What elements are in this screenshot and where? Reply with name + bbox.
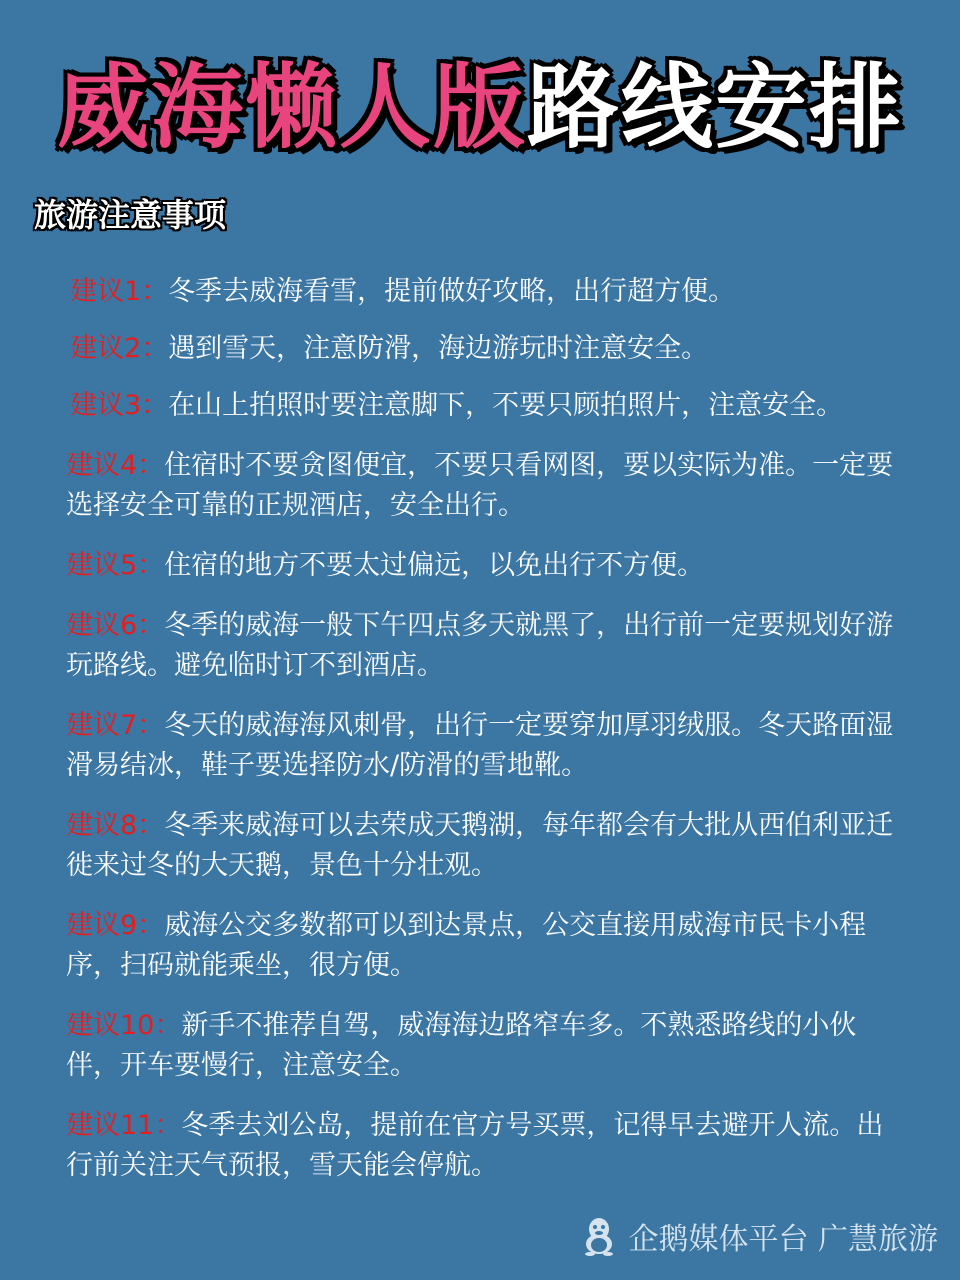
tip-item-4: [66, 446, 896, 526]
tip-text: 威海公交多数都可以到达景点，公交直接用威海市民卡小程序，扫码就能乘坐，很方便。: [66, 910, 867, 981]
tip-label: 建议1：: [70, 276, 169, 307]
tip-text: 冬季来威海可以去荣成天鹅湖，每年都会有大批从西伯利亚迁徙来过冬的大天鹅，景色十分壮观。: [66, 810, 894, 881]
tip-text: 冬季的威海一般下午四点多天就黑了，出行前一定要规划好游玩路线。避免临时订不到酒店。: [66, 610, 894, 681]
tip-item-6: [66, 606, 896, 686]
tip-label: 建议8：: [66, 810, 165, 841]
tip-label: 建议7：: [66, 710, 165, 741]
tip-item-3: [70, 386, 900, 426]
title-pink-part: 威海懒人版: [56, 54, 527, 161]
tip-label: 建议3：: [70, 390, 169, 421]
tip-label: 建议2：: [70, 333, 169, 364]
tip-item-5: [66, 546, 896, 586]
tip-item-7: [66, 706, 896, 786]
tip-label: 建议9：: [66, 910, 165, 941]
tip-text: 住宿的地方不要太过偏远，以免出行不方便。: [164, 550, 705, 581]
tip-item-1: [70, 272, 900, 312]
tip-text: 冬季去刘公岛，提前在官方号买票，记得早去避开人流。出行前关注天气预报，雪天能会停航。: [66, 1110, 884, 1181]
tip-text: 冬天的威海海风刺骨，出行一定要穿加厚羽绒服。冬天路面湿滑易结冰，鞋子要选择防水/防滑的雪地靴。: [66, 710, 894, 781]
tip-item-9: [66, 906, 896, 986]
tip-text: 遇到雪天，注意防滑，海边游玩时注意安全。: [168, 333, 709, 364]
tip-text: 新手不推荐自驾，威海海边路窄车多。不熟悉路线的小伙伴，开车要慢行，注意安全。: [66, 1010, 857, 1081]
page-title: [0, 48, 960, 168]
watermark: [582, 1212, 938, 1260]
watermark-text: 企鹅媒体平台 广慧旅游: [628, 1222, 938, 1257]
tip-text: 冬季去威海看雪，提前做好攻略，出行超方便。: [168, 276, 736, 307]
tip-item-8: [66, 806, 896, 886]
tip-label: 建议6：: [66, 610, 165, 641]
tip-label: 建议5：: [66, 550, 165, 581]
tip-item-11: [66, 1106, 896, 1186]
tip-label: 建议11：: [66, 1110, 182, 1141]
title-white-part: 路线安排: [527, 54, 904, 161]
tip-text: 在山上拍照时要注意脚下，不要只顾拍照片，注意安全。: [168, 390, 844, 421]
tip-text: 住宿时不要贪图便宜，不要只看网图，要以实际为准。一定要选择安全可靠的正规酒店，安全出行。: [66, 450, 894, 521]
section-heading: 旅游注意事项: [34, 196, 227, 234]
tip-label: 建议10：: [66, 1010, 182, 1041]
tip-item-10: [66, 1006, 896, 1086]
penguin-icon: [582, 1216, 616, 1256]
tip-item-2: [70, 329, 900, 369]
tip-label: 建议4：: [66, 450, 165, 481]
